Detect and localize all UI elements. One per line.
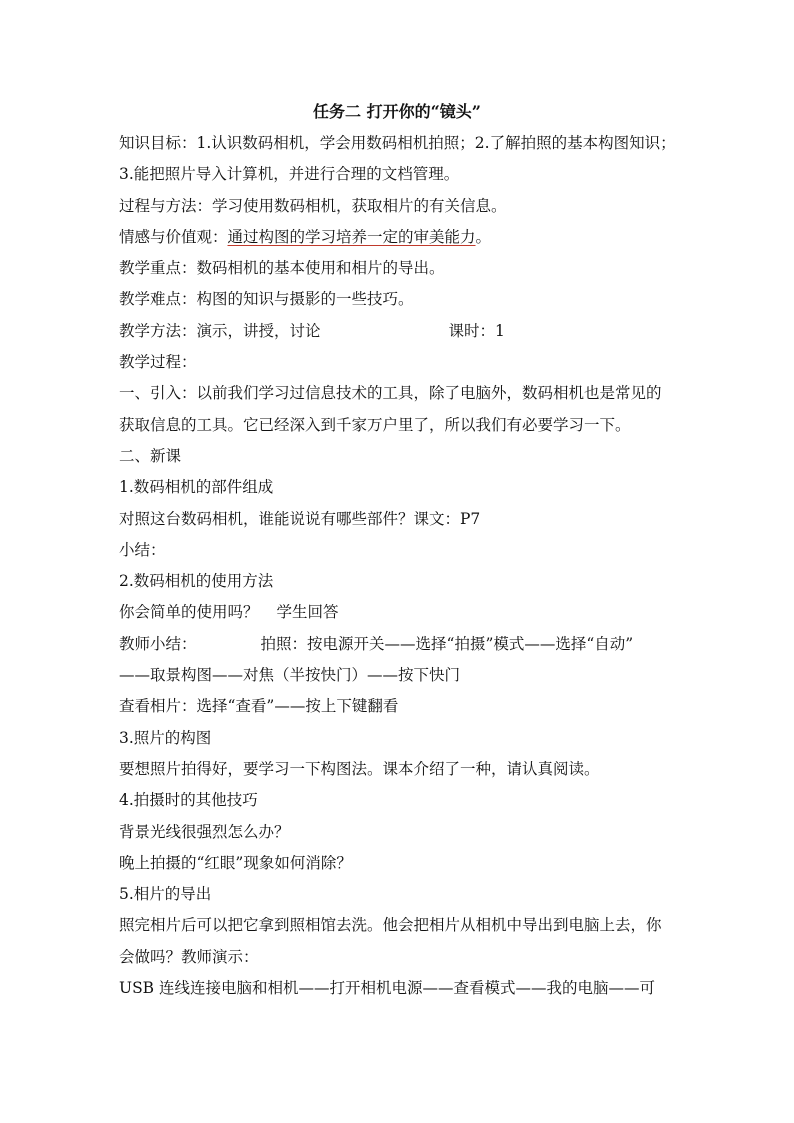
section-5-text-3: USB 连线连接电脑和相机——打开相机电源——查看模式——我的电脑——可 <box>119 979 656 998</box>
section-3-title: 3.照片的构图 <box>119 728 212 747</box>
methods-text: 教学方法：演示，讲授，讨论 <box>119 321 321 340</box>
key-points-line: 教学重点：数码相机的基本使用和相片的导出。 <box>119 259 445 278</box>
values-underlined-text: 通过构图的学习培养一定的审美能力 <box>227 227 476 246</box>
section-4-question-1: 背景光线很强烈怎么办？ <box>119 822 290 841</box>
document-title: 任务二 打开你的“镜头” <box>313 102 481 121</box>
section-1-title: 1.数码相机的部件组成 <box>119 478 274 497</box>
knowledge-goal-line-1: 知识目标：1.认识数码相机，学会用数码相机拍照；2.了解拍照的基本构图知识； <box>119 134 676 152</box>
methods-line <box>119 316 679 347</box>
class-hours-text: 课时：1 <box>448 321 505 340</box>
document-body <box>119 128 679 1004</box>
section-2-title: 2.数码相机的使用方法 <box>119 572 274 591</box>
section-2-teacher-line <box>119 629 679 660</box>
intro-line-1: 一、引入：以前我们学习过信息技术的工具，除了电脑外，数码相机也是常见的 <box>119 384 662 403</box>
teacher-summary-text: 拍照：按电源开关——选择“拍摄”模式——选择“自动” <box>260 634 634 653</box>
process-heading: 教学过程： <box>119 353 197 372</box>
values-label: 情感与价值观： <box>119 227 228 246</box>
teacher-summary-label: 教师小结： <box>119 634 197 653</box>
section-2-question: 你会简单的使用吗？ <box>119 603 259 622</box>
new-lesson-heading: 二、新课 <box>119 446 182 465</box>
section-5-text-2: 会做吗？教师演示： <box>119 947 259 966</box>
section-1-summary: 小结： <box>119 540 166 559</box>
section-1-text: 对照这台数码相机，谁能说说有哪些部件？课文：P7 <box>119 509 481 528</box>
section-2-view-line: 查看相片：选择“查看”——按上下键翻看 <box>119 697 399 716</box>
section-2-answer: 学生回答 <box>276 603 339 622</box>
section-5-title: 5.相片的导出 <box>119 885 212 904</box>
section-3-text: 要想照片拍得好，要学习一下构图法。课本介绍了一种，请认真阅读。 <box>119 759 600 778</box>
section-4-title: 4.拍摄时的其他技巧 <box>119 791 258 810</box>
knowledge-goal-line-2: 3.能把照片导入计算机，并进行合理的文档管理。 <box>119 165 460 184</box>
difficulties-line: 教学难点：构图的知识与摄影的一些技巧。 <box>119 290 414 309</box>
section-5-text-1: 照完相片后可以把它拿到照相馆去洗。他会把相片从相机中导出到电脑上去，你 <box>119 916 662 935</box>
section-4-question-2: 晚上拍摄的“红眼”现象如何消除？ <box>119 853 352 872</box>
section-2-question-line <box>119 597 679 628</box>
values-line <box>119 222 679 253</box>
process-method-line: 过程与方法：学习使用数码相机，获取相片的有关信息。 <box>119 196 507 215</box>
section-2-teacher-line-2: ——取景构图——对焦（半按快门）——按下快门 <box>119 666 461 685</box>
intro-line-2: 获取信息的工具。它已经深入到千家万户里了，所以我们有必要学习一下。 <box>119 415 631 434</box>
values-end: 。 <box>475 227 492 246</box>
